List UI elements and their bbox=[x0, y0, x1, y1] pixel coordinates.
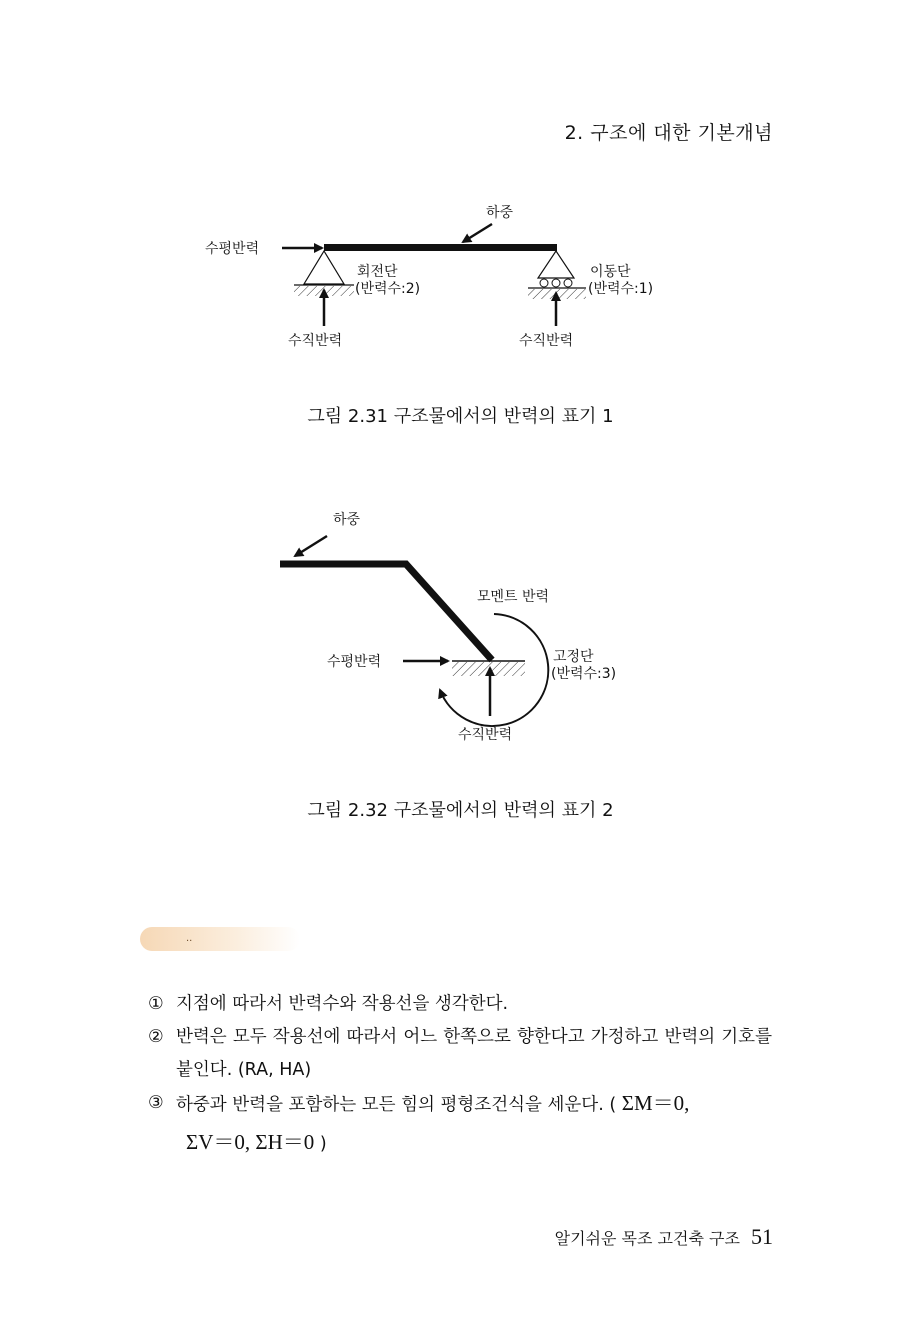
list-item-text: 하중과 반력을 포함하는 모든 힘의 평형조건식을 세운다. ( bbox=[176, 1095, 617, 1115]
footer-book-title: 알기쉬운 목조 고건축 구조 bbox=[554, 1229, 740, 1248]
vertical-reaction-label: 수직반력 bbox=[458, 727, 513, 743]
list-item bbox=[148, 988, 772, 1021]
list-item-text: 반력은 모두 작용선에 따라서 어느 한쪽으로 향한다고 가정하고 반력의 기호를 붙인다. (RA, HA) bbox=[176, 1027, 772, 1080]
list-item bbox=[148, 1021, 772, 1087]
vertical-reaction-label-right: 수직반력 bbox=[519, 333, 574, 349]
pin-reaction-count: (반력수:2) bbox=[355, 281, 421, 297]
page-footer bbox=[555, 1224, 773, 1250]
equation-close-paren: ) bbox=[319, 1134, 327, 1154]
bent-member bbox=[280, 564, 492, 660]
fixed-support-label: 고정단 bbox=[553, 649, 594, 665]
running-header: 2. 구조에 대한 기본개념 bbox=[564, 122, 773, 144]
vertical-reaction-label-left: 수직반력 bbox=[288, 333, 343, 349]
roller-support-label: 이동단 bbox=[590, 264, 631, 280]
equation-moment: ΣM＝0, bbox=[621, 1091, 690, 1115]
moment-reaction-label: 모멘트 반력 bbox=[477, 589, 550, 605]
roller-reaction-count: (반력수:1) bbox=[588, 281, 654, 297]
section-badge-text: .. bbox=[186, 933, 193, 944]
equation-vertical-horizontal: ΣV＝0, ΣH＝0 bbox=[186, 1130, 315, 1154]
list-item-text: 지점에 따라서 반력수와 작용선을 생각한다. bbox=[176, 994, 509, 1014]
pin-support-label: 회전단 bbox=[357, 264, 398, 280]
fixed-ground-hatch bbox=[452, 662, 525, 676]
figure-2-32-caption: 그림 2.32 구조물에서의 반력의 표기 2 bbox=[307, 800, 614, 821]
procedure-list bbox=[148, 988, 772, 1161]
section-badge bbox=[140, 927, 300, 951]
horizontal-reaction-label: 수평반력 bbox=[327, 654, 382, 670]
list-item-number: ③ bbox=[148, 1093, 164, 1113]
list-item bbox=[148, 1087, 772, 1161]
fixed-reaction-count: (반력수:3) bbox=[551, 666, 617, 682]
list-item-number: ② bbox=[148, 1027, 164, 1047]
page-number: 51 bbox=[751, 1224, 773, 1249]
load-label: 하중 bbox=[333, 512, 361, 528]
list-item-number: ① bbox=[148, 994, 164, 1014]
load-arrow bbox=[295, 536, 327, 556]
load-label: 하중 bbox=[486, 205, 514, 221]
horizontal-reaction-label: 수평반력 bbox=[205, 241, 260, 257]
figure-2-31-caption: 그림 2.31 구조물에서의 반력의 표기 1 bbox=[307, 406, 614, 427]
